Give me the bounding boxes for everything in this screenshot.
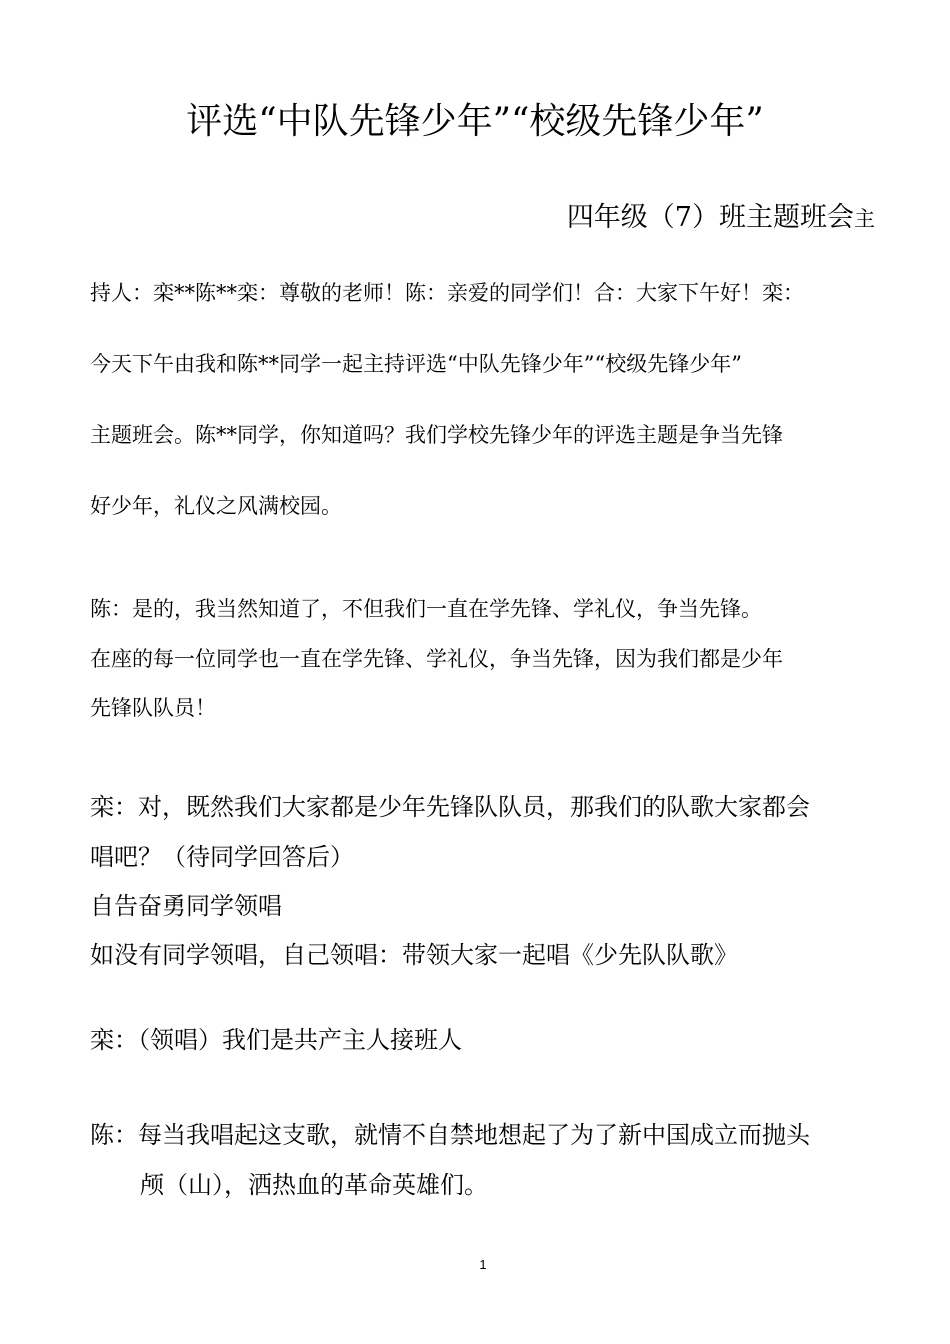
paragraph-line: 陈：每当我唱起这支歌，就情不自禁地想起了为了新中国成立而抛头 — [90, 1121, 810, 1149]
paragraph-line: 栾：（领唱）我们是共产主人接班人 — [90, 1026, 462, 1054]
document-subtitle — [567, 204, 875, 231]
paragraph-line: 好少年，礼仪之风满校园。 — [90, 494, 342, 518]
page-number: 1 — [479, 1257, 487, 1272]
paragraph-line: 主题班会。陈**同学，你知道吗？我们学校先锋少年的评选主题是争当先锋 — [90, 423, 783, 447]
paragraph-line: 栾：对，既然我们大家都是少年先锋队队员，那我们的队歌大家都会 — [90, 793, 810, 821]
subtitle-main: 四年级（7）班主题班会 — [566, 202, 854, 233]
paragraph-line: 陈：是的，我当然知道了，不但我们一直在学先锋、学礼仪，争当先锋。 — [90, 597, 762, 621]
paragraph-line: 唱吧？（待同学回答后） — [90, 843, 354, 871]
document-title: 评选“中队先锋少年”“校级先锋少年” — [186, 101, 764, 142]
paragraph-line: 如没有同学领唱，自己领唱：带领大家一起唱《少先队队歌》 — [90, 941, 738, 969]
paragraph-line: 先锋队队员！ — [90, 696, 216, 720]
subtitle-tail: 主 — [854, 207, 875, 231]
paragraph-line: 在座的每一位同学也一直在学先锋、学礼仪，争当先锋，因为我们都是少年 — [90, 647, 783, 671]
paragraph-line: 颅（山），洒热血的革命英雄们。 — [140, 1171, 488, 1199]
paragraph-line: 今天下午由我和陈**同学一起主持评选“中队先锋少年”“校级先锋少年” — [90, 352, 742, 376]
paragraph-line: 自告奋勇同学领唱 — [90, 892, 282, 920]
paragraph-line: 持人：栾**陈**栾：尊敬的老师！陈：亲爱的同学们！合：大家下午好！栾： — [90, 281, 804, 305]
